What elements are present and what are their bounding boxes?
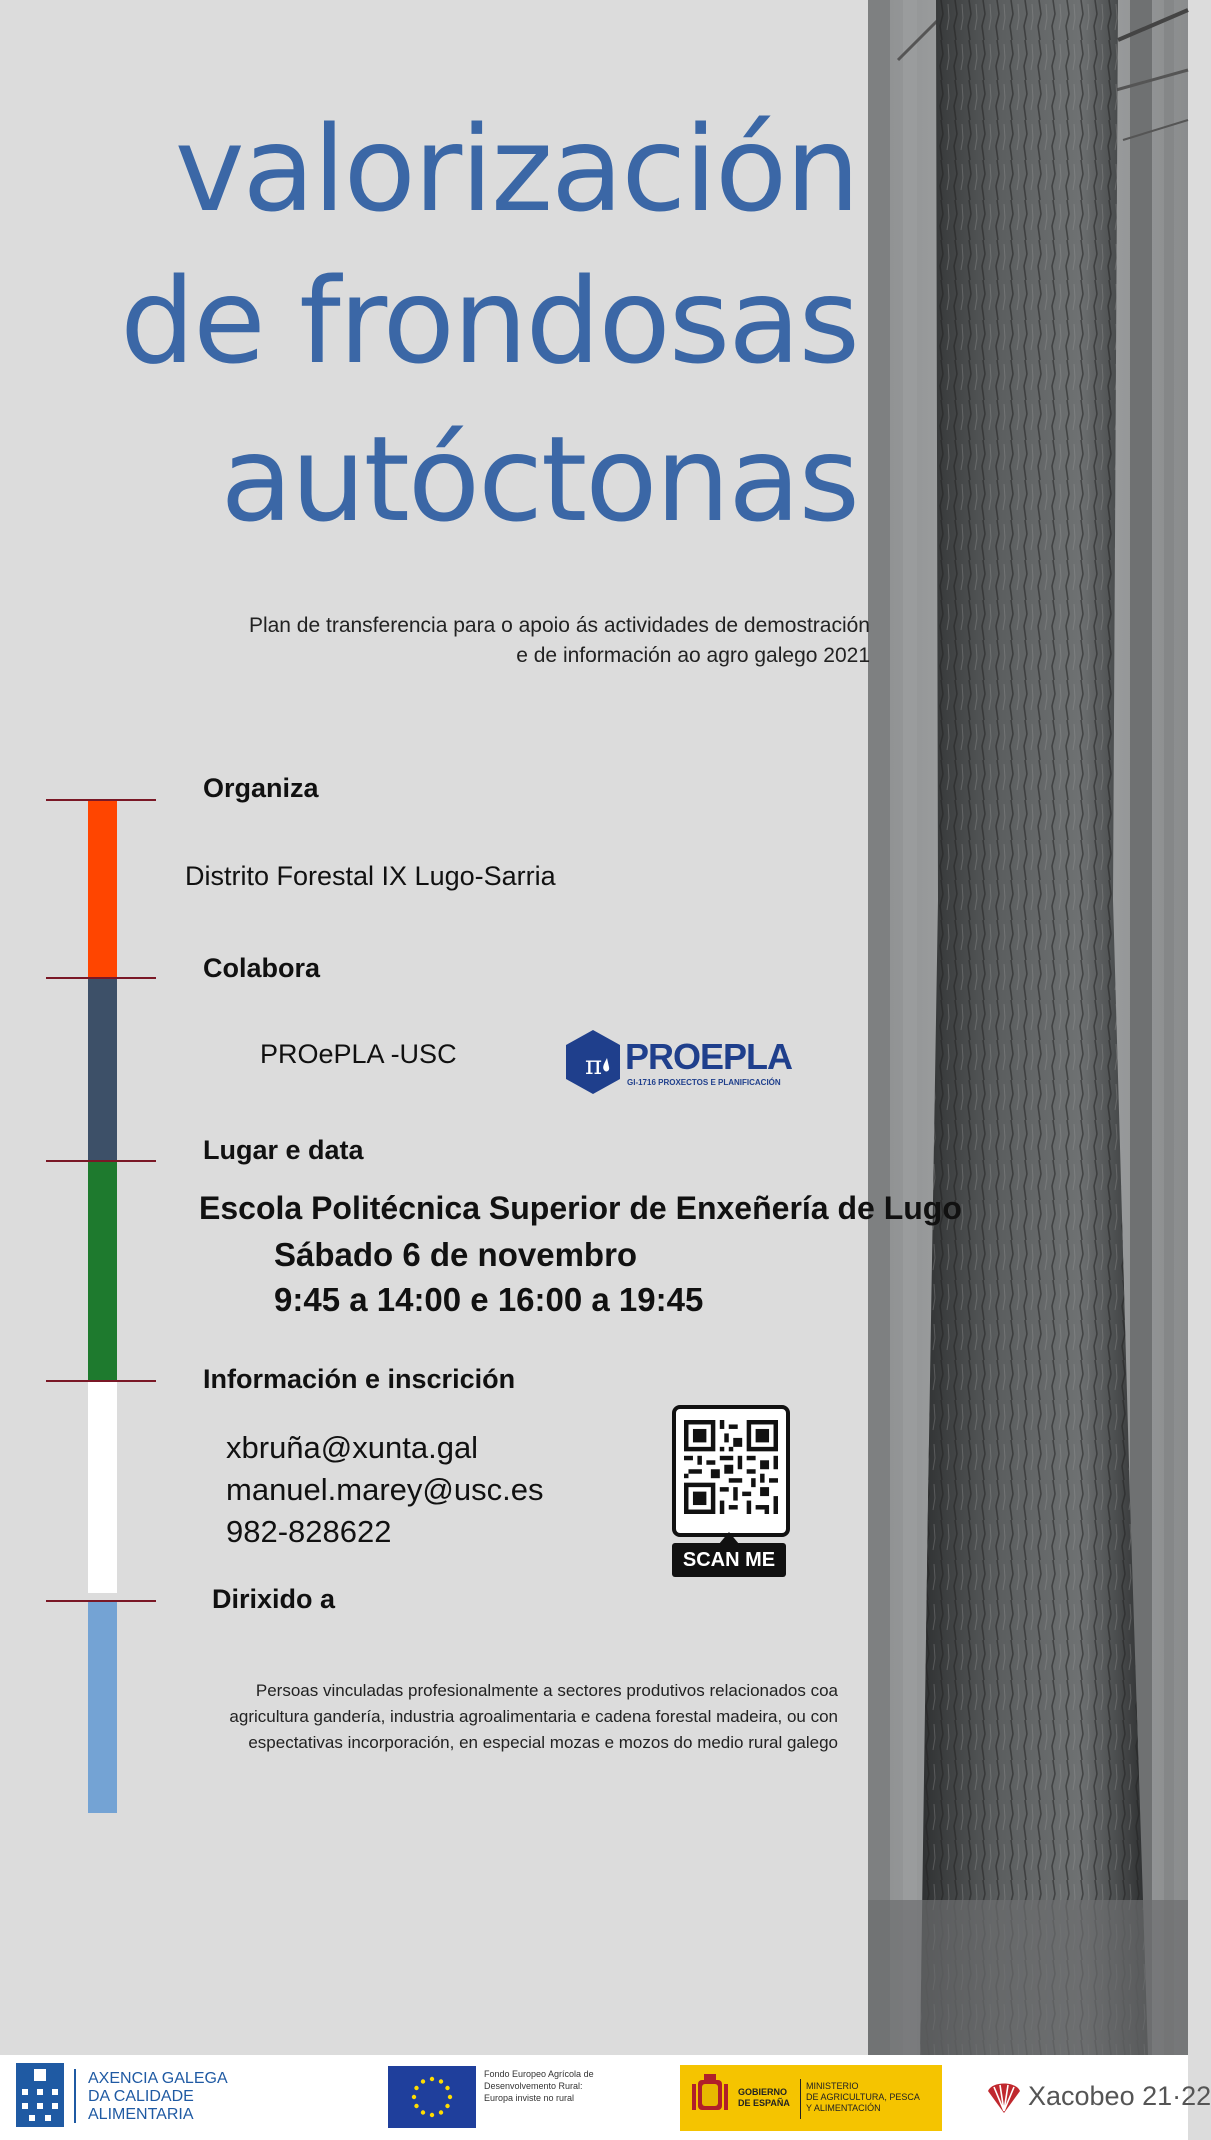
svg-text:π: π: [585, 1051, 603, 1081]
proepla-logo-subtext: GI-1716 PROXECTOS E PLANIFICACIÓN: [627, 1078, 781, 1087]
organiza-value: Distrito Forestal IX Lugo-Sarria: [185, 861, 556, 891]
bar-orange: [88, 800, 117, 977]
bar-green: [88, 1160, 117, 1380]
lugar-heading: Lugar e data: [203, 1135, 364, 1165]
tick-divider: [46, 1600, 156, 1602]
proepla-hexagon-icon: [563, 1028, 623, 1096]
xacobeo-shell-icon: [986, 2077, 1022, 2115]
ministerio-logo: [680, 2065, 942, 2131]
dirixido-line-3: espectativas incorporación, en especial mozas e mozos do medio rural galego: [248, 1733, 838, 1752]
ministerio-line-3: Y ALIMENTACIÓN: [806, 2103, 881, 2113]
ministerio-line-2: DE AGRICULTURA, PESCA: [806, 2092, 920, 2102]
bar-lightblue: [88, 1600, 117, 1813]
gobierno-line-1: GOBIERNO: [738, 2087, 788, 2097]
footer-logos: [0, 2055, 1211, 2140]
bar-white: [88, 1380, 117, 1593]
feader-line-1: Fondo Europeo Agrícola de: [484, 2069, 594, 2079]
ministerio-line-1: MINISTERIO: [806, 2081, 859, 2091]
dirixido-line-1: Persoas vinculadas profesionalmente a sectores produtivos relacionados coa: [255, 1681, 838, 1700]
qr-code-block[interactable]: [672, 1405, 788, 1587]
tick-divider: [46, 977, 156, 979]
lugar-date: Sábado 6 de novembro: [274, 1236, 638, 1273]
info-heading: Información e inscrición: [203, 1364, 516, 1394]
title-line-3: autóctonas: [220, 410, 858, 548]
title-line-1: valorización: [174, 100, 858, 238]
qr-code-icon: [684, 1420, 778, 1514]
spain-coat-of-arms-icon: [692, 2074, 728, 2120]
title-line-2: de frondosas: [120, 252, 858, 390]
lugar-place: Escola Politécnica Superior de Enxeñería de Lugo: [199, 1190, 962, 1226]
feader-line-3: Europa inviste no rural: [484, 2093, 575, 2103]
proepla-logo-text: PROEPLA: [625, 1036, 793, 1077]
info-email-2[interactable]: manuel.marey@usc.es: [226, 1472, 544, 1507]
dirixido-line-2: agricultura gandería, industria agroalimentaria e cadena forestal madeira, ou con: [229, 1707, 838, 1726]
agacal-line-3: ALIMENTARIA: [88, 2106, 194, 2123]
feader-line-2: Desenvolvemento Rural:: [484, 2081, 583, 2091]
agacal-line-2: DA CALIDADE: [88, 2088, 194, 2105]
subtitle-line-1: Plan de transferencia para o apoio ás actividades de demostración: [248, 614, 870, 637]
scan-me-label: SCAN ME: [672, 1543, 786, 1577]
xacobeo-text: Xacobeo 21·22: [1028, 2081, 1211, 2111]
eu-flag-icon: [388, 2066, 476, 2128]
tick-divider: [46, 799, 156, 801]
agacal-line-1: AXENCIA GALEGA: [88, 2070, 228, 2087]
tick-divider: [46, 1380, 156, 1382]
info-phone: 982-828622: [226, 1514, 392, 1549]
info-email-1[interactable]: xbruña@xunta.gal: [226, 1430, 479, 1465]
organiza-heading: Organiza: [203, 773, 319, 803]
ministerio-divider: [800, 2079, 801, 2119]
lugar-time: 9:45 a 14:00 e 16:00 a 19:45: [274, 1281, 704, 1318]
proepla-logo: [563, 1028, 793, 1096]
colabora-heading: Colabora: [203, 953, 321, 983]
colabora-value: PROePLA -USC: [260, 1039, 457, 1069]
subtitle-line-2: e de información ao agro galego 2021: [516, 644, 870, 667]
gobierno-line-2: DE ESPAÑA: [738, 2098, 790, 2108]
tick-divider: [46, 1160, 156, 1162]
bar-slate: [88, 977, 117, 1160]
galicia-shield-icon: [16, 2063, 64, 2127]
tree-photo: [868, 0, 1188, 2055]
dirixido-heading: Dirixido a: [212, 1584, 336, 1614]
agacal-divider: [74, 2069, 76, 2123]
